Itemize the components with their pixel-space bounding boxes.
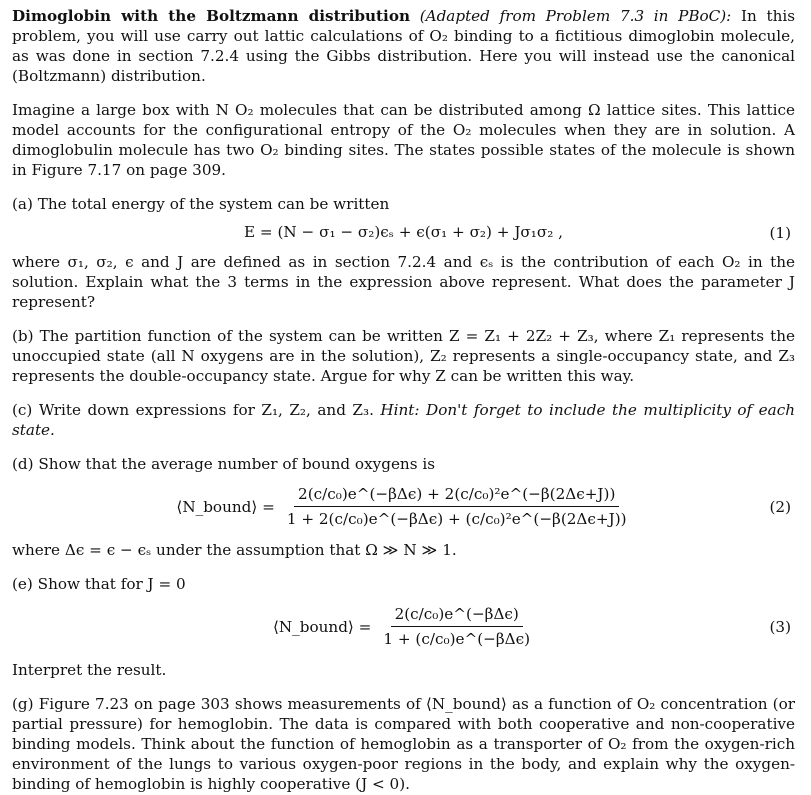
- equation-1-number: (1): [769, 224, 791, 242]
- equation-1-body: E = (N − σ₁ − σ₂)ϵₛ + ϵ(σ₁ + σ₂) + Jσ₁σ₂ ,: [244, 223, 563, 241]
- equation-2-denominator: 1 + 2(c/c₀)e^(−βΔϵ) + (c/c₀)²e^(−β(2Δϵ+J)): [286, 510, 627, 528]
- part-a-text: where σ₁, σ₂, ϵ and J are defined as in section 7.2.4 and ϵₛ is the contribution of each O₂ in the solution. Explain what the 3 terms in the expression above represent. What does the parameter J represent?: [12, 253, 795, 311]
- part-e-intro: (e) Show that for J = 0: [12, 575, 186, 593]
- part-d-intro: (d) Show that the average number of bound oxygens is: [12, 455, 435, 473]
- part-c-hint: Hint: Don't forget to include the multiplicity of each state.: [12, 401, 796, 439]
- intro-paragraph: [12, 6, 795, 86]
- part-d-after: where Δϵ = ϵ − ϵₛ under the assumption that Ω ≫ N ≫ 1.: [12, 541, 457, 559]
- problem-title: Dimoglobin with the Boltzmann distribution: [12, 7, 410, 25]
- equation-3-denominator: 1 + (c/c₀)e^(−βΔϵ): [383, 630, 531, 648]
- equation-2-number: (2): [769, 498, 791, 516]
- part-b-text: (b) The partition function of the system can be written Z = Z₁ + 2Z₂ + Z₃, where Z₁ represents the unoccupied state (all N oxygens are in the solution), Z₂ represents a single-occupancy state, and Z₃ represents the double-occupancy state. Argue for why Z can be written this way.: [12, 327, 795, 385]
- part-c: [12, 400, 795, 440]
- equation-2: [12, 484, 795, 530]
- equation-2-lhs: ⟨N_bound⟩ =: [176, 497, 275, 516]
- equation-2-fraction: [283, 484, 631, 529]
- equation-3-fraction: [379, 604, 534, 649]
- part-c-text: (c) Write down expressions for Z₁, Z₂, and Z₃.: [12, 401, 374, 419]
- intro-text: In this problem, you will use carry out lattic calculations of O₂ binding to a fictitious dimoglobin molecule, as was done in section 7.2.4 using the Gibbs distribution. Here you will instead use the canonical (Boltzmann) distribution.: [12, 7, 795, 85]
- part-e-after: Interpret the result.: [12, 661, 167, 679]
- equation-3: [12, 604, 795, 650]
- equation-1: [12, 222, 795, 244]
- source-note: (Adapted from Problem 7.3 in PBoC):: [419, 7, 732, 25]
- equation-2-numerator: 2(c/c₀)e^(−βΔϵ) + 2(c/c₀)²e^(−β(2Δϵ+J)): [294, 484, 619, 507]
- lattice-model-paragraph: Imagine a large box with N O₂ molecules that can be distributed among Ω lattice sites. This lattice model accounts for the configurational entropy of the O₂ molecules when they are in solution. A dimoglobulin molecule has two O₂ binding sites. The states possible states of the molecule is shown in Figure 7.17 on page 309.: [12, 101, 795, 179]
- equation-3-number: (3): [769, 618, 791, 636]
- part-a-intro: (a) The total energy of the system can be written: [12, 195, 390, 213]
- equation-3-numerator: 2(c/c₀)e^(−βΔϵ): [391, 604, 523, 627]
- equation-3-lhs: ⟨N_bound⟩ =: [272, 617, 372, 636]
- part-g-text: (g) Figure 7.23 on page 303 shows measurements of ⟨N_bound⟩ as a function of O₂ concentration (or partial pressure) for hemoglobin. The data is compared with both cooperative and non-cooperative binding models. Think about the function of hemoglobin as a transporter of O₂ from the oxygen-rich environment of the lungs to various oxygen-poor regions in the body, and explain why the oxygen-binding of hemoglobin is highly cooperative (J < 0).: [12, 695, 795, 793]
